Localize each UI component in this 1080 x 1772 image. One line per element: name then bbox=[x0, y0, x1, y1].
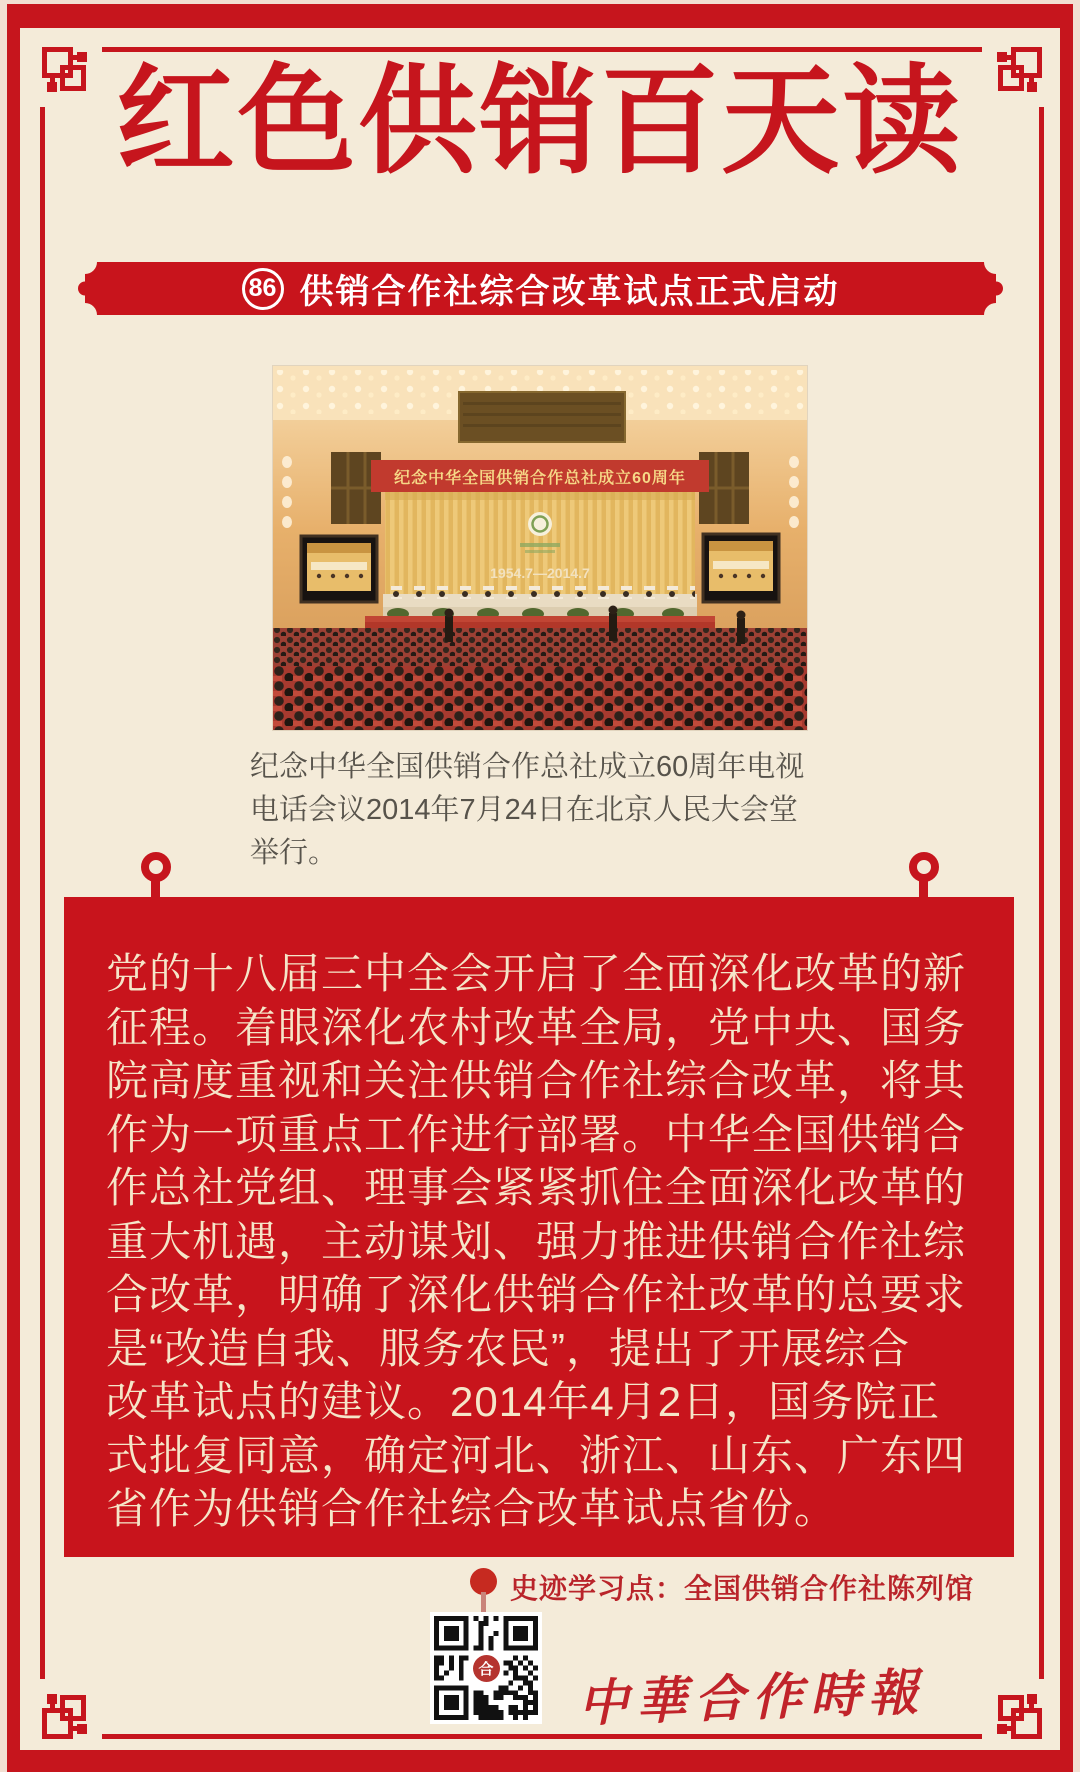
episode-banner bbox=[78, 262, 1003, 315]
map-pin-stem bbox=[481, 1592, 486, 1614]
stage-banner-text: 纪念中华全国供销合作总社成立60周年 bbox=[394, 470, 686, 487]
article-line: 省作为供销合作社综合改革试点省份。 bbox=[106, 1485, 838, 1532]
article-line: 作总社党组、理事会紧紧抓住全面深化改革的 bbox=[106, 1164, 967, 1211]
qr-seal-character: 合 bbox=[473, 1655, 500, 1682]
qr-center-seal-icon bbox=[469, 1651, 503, 1685]
article-line: 作为一项重点工作进行部署。中华全国供销合 bbox=[106, 1110, 967, 1158]
article-line: 重大机遇，主动谋划、强力推进供销合作社综 bbox=[106, 1217, 967, 1265]
knot-corner-icon bbox=[982, 1679, 1048, 1745]
article-line: 征程。着眼深化农村改革全局，党中央、国务 bbox=[106, 1003, 967, 1051]
newspaper-logo: 中華合作時報 bbox=[577, 1661, 928, 1734]
article-line: 院高度重视和关注供销合作社综合改革，将其 bbox=[106, 1057, 967, 1104]
page-title: 红色供销百天读 bbox=[116, 57, 964, 188]
article-line: 式批复同意，确定河北、浙江、山东、广东四 bbox=[106, 1431, 967, 1479]
qr-code bbox=[430, 1612, 542, 1724]
side-screen-left bbox=[301, 536, 377, 602]
rostrum-delegates bbox=[385, 586, 695, 599]
map-pin-icon bbox=[470, 1568, 497, 1595]
article-text-box bbox=[64, 897, 1014, 1557]
article-line: 党的十八届三中全会开启了全面深化改革的新 bbox=[106, 950, 967, 997]
led-screen bbox=[459, 392, 625, 442]
photo-caption: 纪念中华全国供销合作总社成立60周年电视电话会议2014年7月24日在北京人民大会堂举行。 bbox=[250, 751, 805, 869]
anniversary-years-text: 1954.7—2014.7 bbox=[490, 565, 590, 581]
knot-corner-icon bbox=[36, 1679, 102, 1745]
episode-number-badge: 86 bbox=[242, 268, 284, 310]
side-screen-right bbox=[703, 534, 779, 602]
episode-title: 供销合作社综合改革试点正式启动 bbox=[299, 273, 840, 311]
article-line: 是“改造自我、服务农民”，提出了开展综合 bbox=[106, 1324, 910, 1372]
article-line: 合改革，明确了深化供销合作社改革的总要求 bbox=[106, 1271, 967, 1318]
study-site-label: 史迹学习点：全国供销合作社陈列馆 bbox=[510, 1573, 975, 1604]
article-line: 改革试点的建议。2014年4月2日，国务院正 bbox=[106, 1378, 941, 1425]
conference-photo bbox=[273, 366, 807, 730]
